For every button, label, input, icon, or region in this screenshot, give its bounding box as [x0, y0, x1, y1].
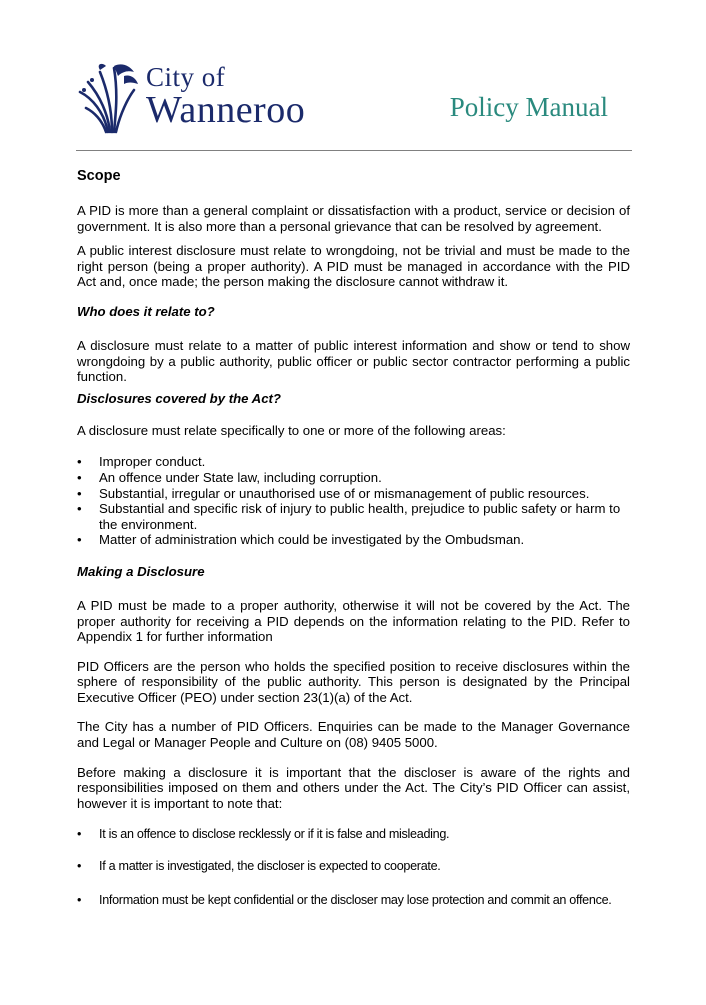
document-body: [77, 168, 630, 908]
header-divider: [76, 150, 632, 151]
making-heading: Making a Disclosure: [77, 563, 205, 579]
policy-manual-title: Policy Manual: [449, 92, 608, 122]
list-item: • It is an offence to disclose recklessly or if it is false and misleading.: [77, 827, 450, 842]
logo-city-of: City of: [146, 62, 226, 92]
list-item: • Substantial and specific risk of injury to public health, prejudice to public safety or harm to the environment.: [77, 501, 621, 532]
scope-heading: Scope: [77, 168, 121, 184]
list-item: • Improper conduct.: [77, 454, 206, 470]
wanneroo-plant-icon: [78, 62, 142, 134]
logo-wanneroo: Wanneroo: [146, 89, 306, 131]
scope-paragraph-2: A public interest disclosure must relate to wrongdoing, not be trivial and must be made to the right person (being a proper authority). A PID must be managed in accordance with the PID Act and, once made; the person making the disclosure cannot withdraw it.: [77, 243, 630, 290]
relate-paragraph: A disclosure must relate to a matter of public interest information and show or tend to show wrongdoing by a public authority, public officer or public sector contractor performing a public function.: [77, 337, 630, 385]
making-paragraph-2: PID Officers are the person who holds the specified position to receive disclosures within the sphere of responsibility of the public authority. This person is designated by the Principal Executive Officer (PEO) under section 23(1)(a) of the Act.: [77, 658, 630, 705]
making-list: [77, 827, 630, 908]
list-item: • Information must be kept confidential or the discloser may lose protection and commit an offence.: [77, 893, 612, 908]
relate-heading: Who does it relate to?: [77, 303, 215, 319]
covered-intro: A disclosure must relate specifically to one or more of the following areas:: [77, 422, 506, 438]
making-paragraph-4: Before making a disclosure it is important that the discloser is aware of the rights and responsibilities imposed on them and others under the Act. The City’s PID Officer can assist, however it is important to note that:: [77, 764, 630, 811]
city-logo: [78, 62, 328, 134]
list-item: • Substantial, irregular or unauthorised use of or mismanagement of public resources.: [77, 485, 590, 501]
list-item: • Matter of administration which could be investigated by the Ombudsman.: [77, 532, 525, 548]
covered-list: [77, 454, 630, 548]
making-paragraph-1: A PID must be made to a proper authority, otherwise it will not be covered by the Act. The proper authority for receiving a PID depends on the information relating to the PID. Refer to Appendix 1 for further information: [77, 597, 630, 645]
list-item: • If a matter is investigated, the discloser is expected to cooperate.: [77, 859, 441, 874]
covered-heading: Disclosures covered by the Act?: [77, 390, 281, 406]
page-header: [0, 0, 706, 152]
making-paragraph-3: The City has a number of PID Officers. Enquiries can be made to the Manager Governance and Legal or Manager People and Culture on (08) 9405 5000.: [77, 719, 630, 751]
list-item: • An offence under State law, including corruption.: [77, 469, 382, 485]
scope-paragraph-1: A PID is more than a general complaint or dissatisfaction with a product, service or decision of government. It is also more than a personal grievance that can be resolved by agreement.: [77, 203, 630, 234]
